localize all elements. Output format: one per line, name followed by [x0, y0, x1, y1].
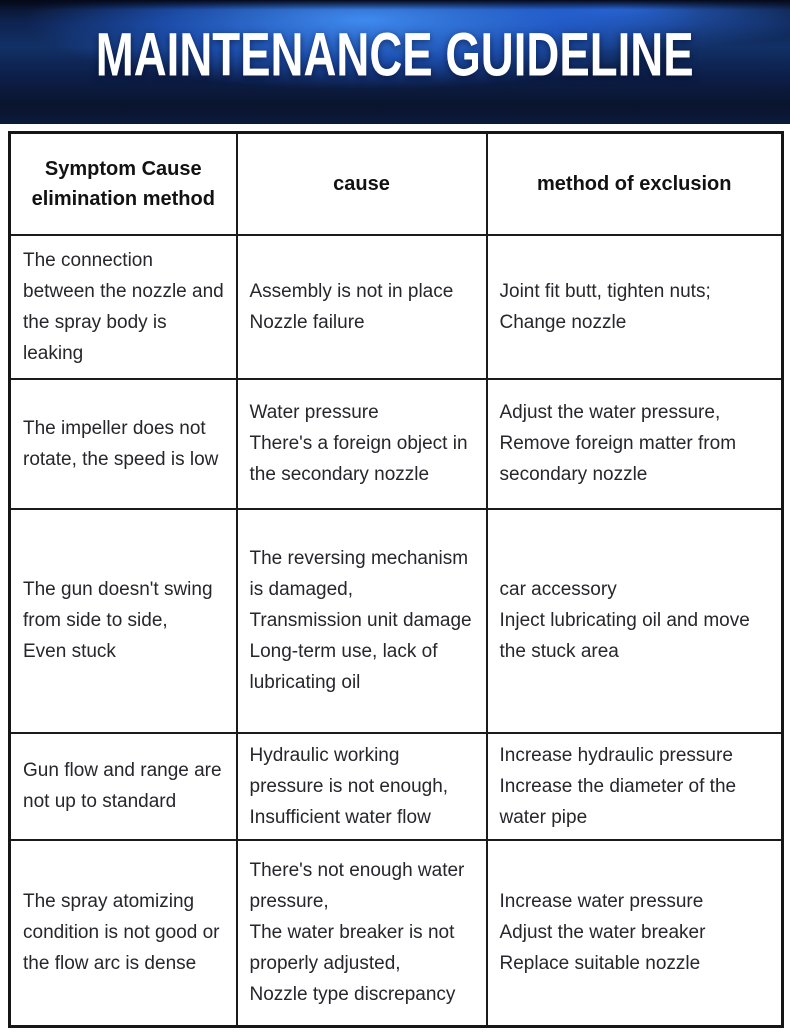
- table-row: [10, 509, 783, 733]
- cell-line: Insufficient water flow: [249, 806, 431, 828]
- cell-line: Long-term use, lack of lubricating oil: [249, 641, 438, 693]
- cell-line: The spray atomizing condition is not good or the flow arc is dense: [23, 891, 220, 975]
- cell-cause: [237, 235, 487, 379]
- cell-line: Increase hydraulic pressure: [499, 744, 733, 766]
- cell-line: There's a foreign object in the secondary nozzle: [249, 433, 468, 485]
- cell-line: Even stuck: [23, 641, 116, 662]
- cell-line: car accessory: [499, 579, 617, 600]
- cell-line: Gun flow and range are not up to standard: [23, 760, 222, 812]
- table-row: [10, 235, 783, 379]
- cell-line: Remove foreign matter from secondary nozzle: [499, 433, 737, 485]
- cell-symptom: [10, 840, 237, 1027]
- cell-method: [487, 235, 783, 379]
- cell-line: Nozzle type discrepancy: [249, 984, 456, 1006]
- cell-line: Water pressure: [249, 402, 379, 423]
- cell-method: [487, 379, 783, 509]
- cell-symptom: [10, 509, 237, 733]
- cell-symptom: [10, 733, 237, 840]
- table-row: [10, 840, 783, 1027]
- cell-line: Adjust the water breaker: [499, 922, 706, 944]
- maintenance-table-container: [8, 131, 784, 1028]
- cell-line: Increase the diameter of the water pipe: [499, 775, 737, 828]
- banner: [0, 0, 790, 124]
- table-row: [10, 379, 783, 509]
- table-row: [10, 733, 783, 840]
- cell-line: The reversing mechanism is damaged,: [249, 548, 469, 600]
- maintenance-table: [8, 131, 784, 1028]
- cell-line: The water breaker is not properly adjusted,: [249, 922, 455, 975]
- cell-cause: [237, 840, 487, 1027]
- cell-cause: [237, 733, 487, 840]
- column-header-method: method of exclusion: [487, 133, 783, 235]
- cell-line: The connection between the nozzle and the spray body is leaking: [23, 249, 224, 364]
- table-body: [10, 235, 783, 1027]
- cell-line: Hydraulic working pressure is not enough,: [249, 744, 449, 797]
- cell-line: Adjust the water pressure,: [499, 402, 721, 423]
- cell-method: [487, 509, 783, 733]
- cell-cause: [237, 509, 487, 733]
- page-title: MAINTENANCE GUIDELINE: [96, 20, 694, 90]
- header-row: [10, 133, 783, 235]
- cell-line: Inject lubricating oil and move the stuck area: [499, 610, 750, 662]
- cell-symptom: [10, 235, 237, 379]
- column-header-cause: cause: [237, 133, 487, 235]
- cell-line: Joint fit butt, tighten nuts;: [499, 280, 711, 302]
- cell-line: Change nozzle: [499, 311, 627, 333]
- cell-symptom: [10, 379, 237, 509]
- cell-line: The gun doesn't swing from side to side,: [23, 579, 213, 631]
- cell-method: [487, 840, 783, 1027]
- cell-method: [487, 733, 783, 840]
- cell-line: Replace suitable nozzle: [499, 953, 701, 975]
- cell-line: The impeller does not rotate, the speed is low: [23, 417, 219, 470]
- cell-line: Assembly is not in place: [249, 280, 454, 302]
- cell-line: There's not enough water pressure,: [249, 860, 465, 913]
- cell-cause: [237, 379, 487, 509]
- cell-line: Increase water pressure: [499, 891, 704, 913]
- cell-line: Nozzle failure: [249, 311, 365, 333]
- cell-line: Transmission unit damage: [249, 610, 472, 631]
- column-header-symptom: Symptom Cause elimination method: [10, 133, 237, 235]
